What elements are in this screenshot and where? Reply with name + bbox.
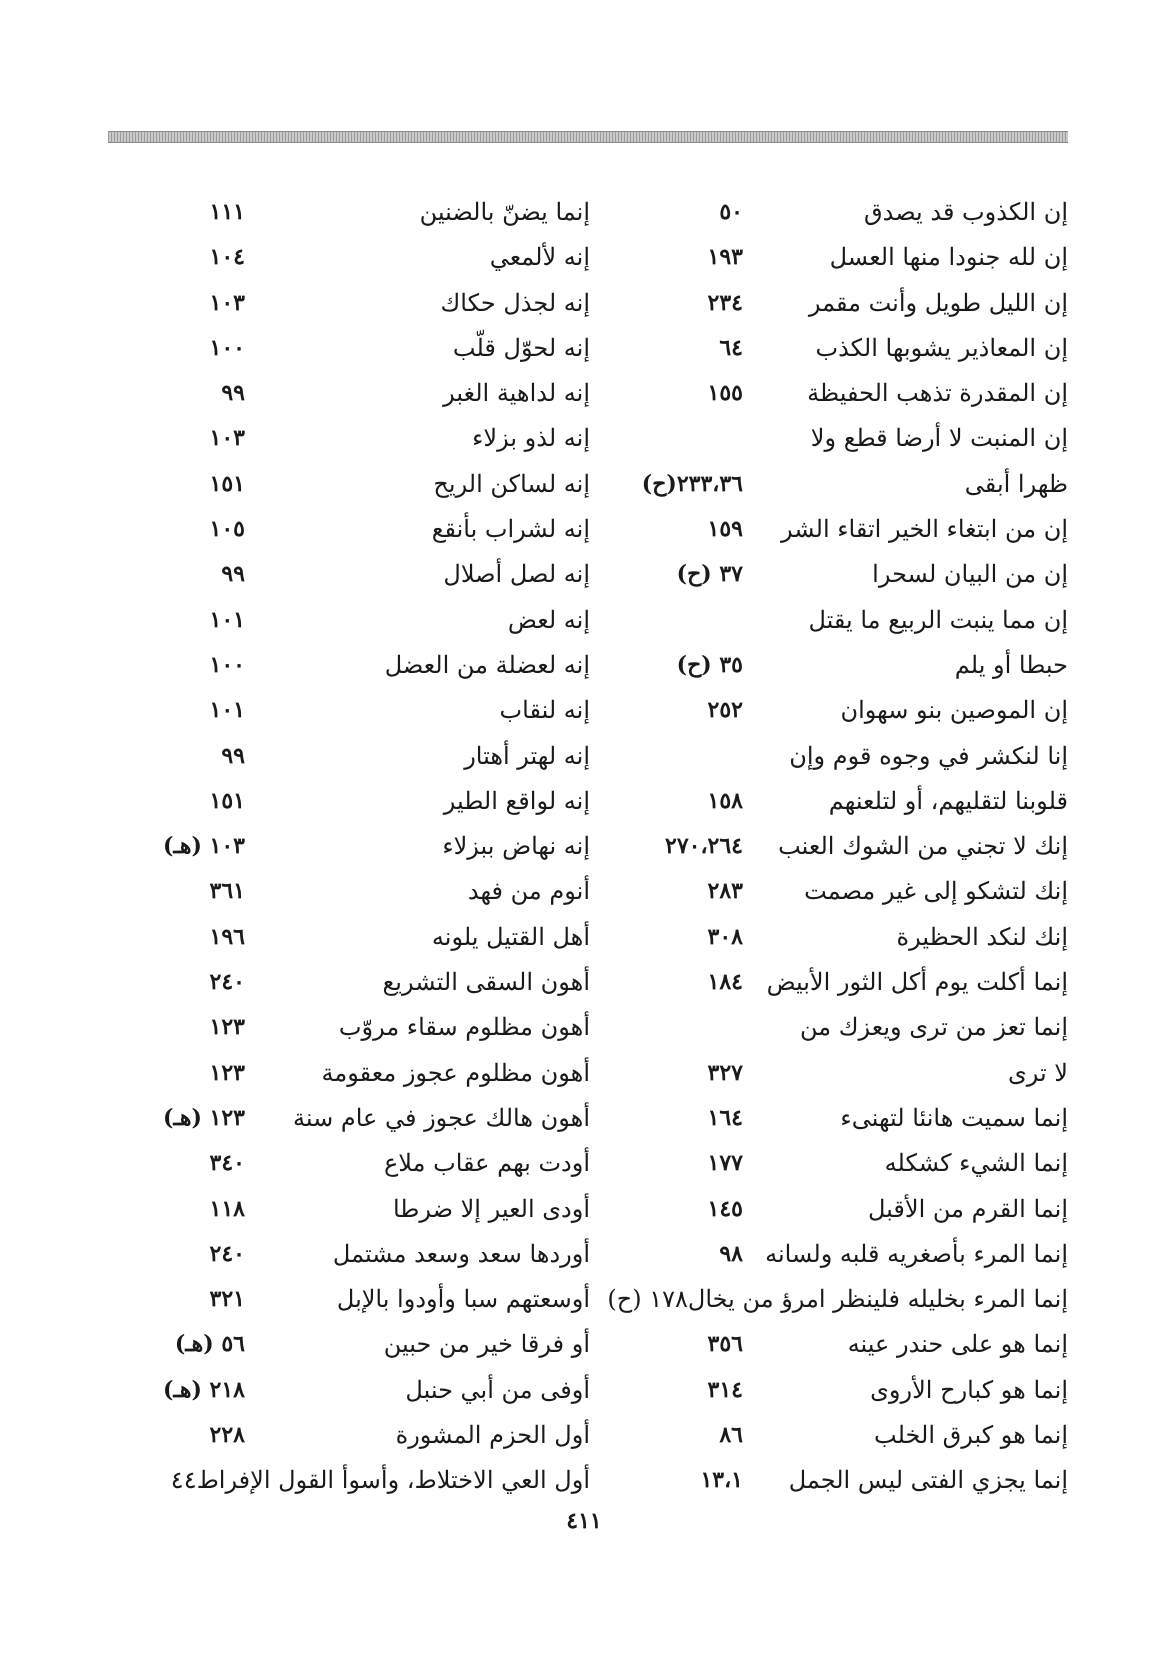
index-entry — [100, 643, 590, 688]
entry-page-ref: ٩٩ — [221, 561, 245, 588]
entry-phrase: إنك لنكد الحظيرة — [896, 922, 1068, 951]
index-entry — [100, 552, 590, 597]
entry-page-ref: ٣٤٠ — [209, 1150, 245, 1177]
entry-phrase: إنما يضنّ بالضنين — [419, 198, 590, 226]
entry-page-ref: ١٢٣ — [209, 1014, 245, 1041]
entry-page-ref: ١٠٣ — [209, 425, 245, 452]
entry-phrase: إنه لداهية الغبر — [443, 379, 590, 408]
entry-page-ref: ١٩٦ — [209, 923, 245, 950]
index-entry — [100, 281, 590, 326]
index-entry — [578, 1005, 1068, 1050]
entry-page-ref: ١٠١ — [209, 606, 245, 633]
entry-page-ref: ١٠٠ — [209, 651, 245, 678]
entry-phrase: إن المنبت لا أرضا قطع ولا — [810, 424, 1068, 453]
entry-page-ref: ١٠١ — [209, 697, 245, 724]
index-entry — [578, 1458, 1068, 1503]
index-entry — [578, 326, 1068, 371]
index-entry — [578, 1322, 1068, 1367]
entry-page-ref: ٢٥٢ — [707, 697, 743, 724]
entry-page-ref: ١٤٥ — [707, 1195, 743, 1222]
entry-page-ref: ١١٨ — [209, 1195, 245, 1222]
index-entry — [578, 869, 1068, 914]
index-entry — [578, 688, 1068, 733]
index-entry — [578, 552, 1068, 597]
entry-phrase: إنك لتشكو إلى غير مصمت — [804, 877, 1068, 906]
entry-phrase: أنوم من فهد — [467, 877, 590, 906]
entry-phrase: إنه لشراب بأنقع — [431, 515, 590, 544]
index-entry — [578, 462, 1068, 507]
entry-page-ref: ٩٩ — [221, 742, 245, 769]
entry-page-ref: ١٠٣ (هـ) — [163, 833, 245, 860]
entry-phrase: أهون مظلوم سقاء مروّب — [338, 1013, 590, 1042]
index-entry — [100, 235, 590, 280]
entry-page-ref: ٢١٨ (هـ) — [163, 1376, 245, 1403]
entry-phrase: إن من ابتغاء الخير اتقاء الشر — [780, 515, 1068, 544]
index-entry — [578, 734, 1068, 779]
entry-page-ref: ٣٠٨ — [707, 923, 743, 950]
entry-phrase: أول العي الاختلاط، وأسوأ القول الإفراط٤٤ — [170, 1466, 590, 1495]
index-entry — [100, 371, 590, 416]
index-entry — [100, 779, 590, 824]
entry-phrase: إن الليل طويل وأنت مقمر — [808, 288, 1068, 317]
entry-page-ref: ٢٧٠،٢٦٤ — [665, 833, 743, 860]
entry-phrase: إنما تعز من ترى ويعزك من — [799, 1013, 1068, 1042]
index-entry — [100, 507, 590, 552]
index-entry — [578, 1051, 1068, 1096]
entry-phrase: أهل القتيل يلونه — [431, 922, 590, 951]
entry-page-ref: ٢٤٠ — [209, 1240, 245, 1267]
index-entry — [578, 960, 1068, 1005]
entry-phrase: إن لله جنودا منها العسل — [829, 243, 1068, 272]
entry-phrase: أودى العير إلا ضرطا — [392, 1194, 590, 1223]
entry-page-ref: ١٠٤ — [209, 244, 245, 271]
index-entry — [578, 1096, 1068, 1141]
entry-phrase: أودت بهم عقاب ملاع — [383, 1149, 590, 1178]
entry-page-ref: ٣٢١ — [209, 1286, 245, 1313]
index-entry — [100, 462, 590, 507]
entry-phrase: إنما المرء بخليله فلينظر امرؤ من يخال١٧٨ (ح) — [607, 1285, 1068, 1314]
entry-phrase: إنما يجزي الفتى ليس الجمل — [788, 1466, 1068, 1495]
index-entry — [100, 598, 590, 643]
entry-phrase: إن الكذوب قد يصدق — [864, 198, 1068, 226]
index-entry — [578, 371, 1068, 416]
index-entry — [100, 960, 590, 1005]
entry-phrase: لا ترى — [1007, 1058, 1068, 1087]
index-entry — [578, 281, 1068, 326]
entry-phrase: إنه نهاض ببزلاء — [442, 832, 590, 861]
index-entry — [100, 1187, 590, 1232]
entry-page-ref: ٣١٤ — [707, 1376, 743, 1403]
entry-phrase: أو فرقا خير من حبين — [383, 1330, 590, 1359]
entry-page-ref: ١٢٣ — [209, 1059, 245, 1086]
index-entry — [100, 734, 590, 779]
entry-phrase: أوفى من أبي حنبل — [405, 1375, 590, 1404]
entry-phrase: إن مما ينبت الربيع ما يقتل — [808, 605, 1068, 634]
entry-phrase: إنه لعضلة من العضل — [384, 650, 590, 679]
index-entry — [578, 1232, 1068, 1277]
index-entry — [100, 915, 590, 960]
entry-page-ref: ١٥١ — [209, 470, 245, 497]
index-entry — [100, 1141, 590, 1186]
entry-phrase: أهون السقى التشريع — [382, 968, 590, 997]
entry-page-ref: ١٥٨ — [707, 787, 743, 814]
entry-phrase: إنما سميت هانئا لتهنىء — [840, 1103, 1068, 1132]
entry-phrase: إنه لجذل حكاك — [440, 288, 590, 317]
entry-page-ref: ١٧٧ — [707, 1150, 743, 1177]
entry-phrase: إن من البيان لسحرا — [872, 560, 1068, 589]
index-entry — [578, 1187, 1068, 1232]
entry-phrase: إنه لعض — [507, 605, 590, 634]
entry-phrase: إن المقدرة تذهب الحفيظة — [807, 379, 1068, 408]
entry-phrase: ظهرا أبقى — [964, 469, 1068, 498]
left-column — [100, 190, 590, 1504]
index-entry — [578, 190, 1068, 235]
index-entry — [100, 1458, 590, 1503]
entry-page-ref: ١١١ — [209, 199, 245, 225]
entry-phrase: إنك لا تجني من الشوك العنب — [778, 832, 1068, 861]
entry-phrase: إن المعاذير يشوبها الكذب — [815, 333, 1068, 362]
entry-page-ref: ٢٢٨ — [209, 1422, 245, 1449]
index-entry — [578, 1277, 1068, 1322]
entry-page-ref: ٣٦١ — [209, 878, 245, 905]
entry-phrase: أوردها سعد وسعد مشتمل — [332, 1239, 590, 1268]
index-entry — [100, 1413, 590, 1458]
index-entry — [100, 869, 590, 914]
entry-phrase: إنه لساكن الريح — [433, 469, 590, 498]
index-entry — [578, 824, 1068, 869]
index-entry — [100, 326, 590, 371]
entry-page-ref: ١٥٥ — [707, 380, 743, 407]
index-entry — [578, 1368, 1068, 1413]
index-entry — [100, 1277, 590, 1322]
index-entry — [578, 1413, 1068, 1458]
entry-phrase: أهون مظلوم عجوز معقومة — [321, 1058, 590, 1087]
index-entry — [100, 688, 590, 733]
entry-page-ref: ٣٥٦ — [707, 1331, 743, 1358]
entry-page-ref: ٢٨٣ — [707, 878, 743, 905]
entry-page-ref: ٣٧ (ح) — [676, 561, 743, 588]
index-entry — [100, 416, 590, 461]
entry-page-ref: ١٠٠ — [209, 334, 245, 361]
index-entry — [100, 1368, 590, 1413]
index-entry — [100, 190, 590, 235]
index-entry — [100, 824, 590, 869]
index-entry — [100, 1232, 590, 1277]
index-entry — [100, 1096, 590, 1141]
entry-phrase: إنما هو كبارح الأروى — [870, 1375, 1068, 1404]
entry-phrase: إنما هو على حندر عينه — [847, 1330, 1068, 1359]
right-column — [578, 190, 1068, 1504]
entry-page-ref: ٥٦ (هـ) — [174, 1331, 245, 1358]
entry-page-ref: ٢٤٠ — [209, 969, 245, 996]
entry-page-ref: ٢٣٤ — [707, 289, 743, 316]
entry-phrase: إنما أكلت يوم أكل الثور الأبيض — [766, 968, 1068, 997]
entry-page-ref: ٥٠ — [719, 199, 743, 225]
entry-page-ref: ١٠٥ — [209, 516, 245, 543]
entry-phrase: أهون هالك عجوز في عام سنة — [293, 1103, 590, 1132]
entry-page-ref: ١٨٤ — [707, 969, 743, 996]
entry-page-ref: ١٦٤ — [707, 1104, 743, 1131]
index-entry — [100, 1005, 590, 1050]
entry-phrase: حبطا أو يلم — [954, 650, 1068, 679]
index-entry — [578, 1141, 1068, 1186]
header-rule — [108, 131, 1068, 143]
entry-phrase: إنما هو كبرق الخلب — [874, 1421, 1068, 1450]
entry-phrase: إنه لصل أصلال — [443, 560, 590, 589]
entry-phrase: أول الحزم المشورة — [395, 1421, 590, 1450]
entry-phrase: إن الموصين بنو سهوان — [840, 696, 1068, 725]
index-entry — [100, 1051, 590, 1096]
entry-page-ref: ٩٩ — [221, 380, 245, 407]
entry-page-ref: ١٢٣ (هـ) — [163, 1104, 245, 1131]
index-entry — [578, 779, 1068, 824]
entry-page-ref: ١٥١ — [209, 787, 245, 814]
entry-phrase: أوسعتهم سبا وأودوا بالإبل — [336, 1285, 590, 1314]
entry-page-ref: ١٥٩ — [707, 516, 743, 543]
entry-phrase: إنما المرء بأصغريه قلبه ولسانه — [765, 1239, 1068, 1268]
entry-phrase: إنه لذو بزلاء — [472, 424, 590, 453]
entry-page-ref: ٣٢٧ — [707, 1059, 743, 1086]
entry-phrase: إنما الشيء كشكله — [884, 1149, 1068, 1178]
entry-page-ref: ٩٨ — [719, 1240, 743, 1267]
entry-phrase: إنا لنكشر في وجوه قوم وإن — [789, 741, 1068, 770]
entry-phrase: إنما القرم من الأقبل — [867, 1194, 1068, 1223]
entry-page-ref: ٦٤ — [719, 334, 743, 361]
entry-page-ref: ٨٦ — [719, 1422, 743, 1449]
index-entry — [100, 1322, 590, 1367]
index-entry — [578, 507, 1068, 552]
entry-page-ref: ١٩٣ — [707, 244, 743, 271]
entry-page-ref: ١٠٣ — [209, 289, 245, 316]
entry-phrase: قلوبنا لتقليهم، أو لتلعنهم — [828, 786, 1068, 815]
index-entry — [578, 416, 1068, 461]
index-entry — [578, 643, 1068, 688]
entry-page-ref: ٣٥ (ح) — [676, 651, 743, 678]
entry-phrase: إنه لألمعي — [489, 243, 590, 272]
entry-phrase: إنه لواقع الطير — [443, 786, 590, 815]
index-entry — [578, 235, 1068, 280]
entry-page-ref: ١٣،١ — [700, 1467, 743, 1494]
page-number: ٤١١ — [566, 1508, 602, 1534]
entry-phrase: إنه لهتر أهتار — [464, 741, 590, 770]
entry-phrase: إنه لنقاب — [499, 696, 590, 725]
entry-phrase: إنه لحوّل قلّب — [452, 333, 590, 362]
entry-page-ref: ٢٣٣،٣٦(ح) — [641, 470, 743, 497]
index-entry — [578, 915, 1068, 960]
index-entry — [578, 598, 1068, 643]
